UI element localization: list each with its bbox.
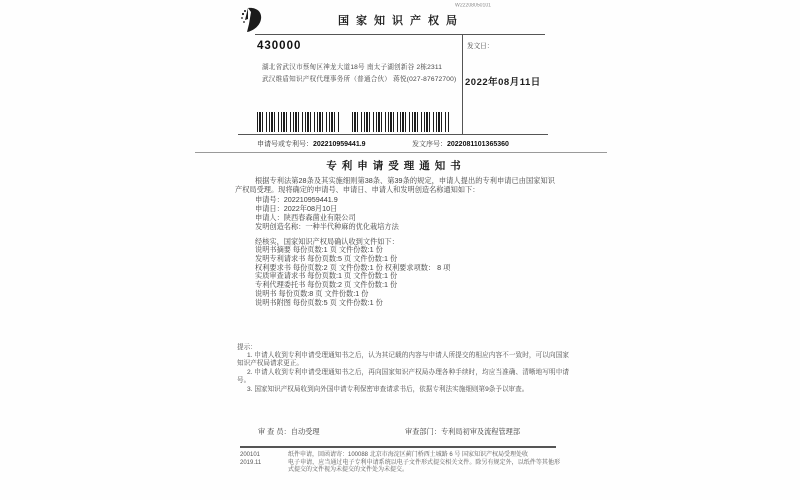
document-item: 说明书 每份页数:8 页 文件份数:1 份 — [255, 288, 369, 298]
barcode-application-number — [257, 112, 339, 132]
field-value: 一种半代种麻的优化栽培方法 — [305, 222, 399, 231]
note-item-2: 2. 申请人收到专利申请受理通知书之后，再向国家知识产权局办理各种手续时，均应当准确、清晰地写明申请号。 — [237, 369, 569, 384]
field-label: 发明创造名称： — [255, 222, 306, 231]
footer-paper-instructions: 纸件申请，回函请寄：100088 北京市海淀区蓟门桥西土城路 6 号 国家知识产权局受理处收 — [288, 452, 529, 458]
footer-row-paper — [240, 452, 562, 459]
examiner-row — [258, 427, 320, 437]
header-rule — [255, 34, 545, 35]
notice-body-paragraph: 根据专利法第28条及其实施细则第38条、第39条的规定，申请人提出的专利申请已由国家知识产权局受理。现将确定的申请号、申请日、申请人和发明创造名称通知如下： — [235, 176, 555, 194]
footer-form-date: 2019.11 — [240, 460, 262, 466]
field-value: 202210959441.9 — [283, 195, 338, 204]
dispatch-serial-row — [412, 139, 509, 149]
document-serial-code: W22208050101 — [455, 3, 492, 9]
footer-electronic-instructions: 电子申请，应当通过电子专利申请系统以电子文件形式提交相关文件。除另有规定外，以纸件等其他形式提交的文件视为未提交的文件处为未提交。 — [288, 460, 560, 473]
field-application-number — [255, 195, 399, 204]
note-item-3: 3. 国家知识产权局收到向外国申请专利保密审查请求书后，依据专利法实施细则第9条予以审查。 — [247, 386, 529, 393]
mid-rule — [238, 134, 548, 135]
dispatch-serial-label: 发文序号： — [412, 141, 447, 148]
recipient-address: 湖北省武汉市蔡甸区神龙大道18号 南太子湖创新谷 2栋2311 — [262, 64, 443, 71]
received-documents-heading: 经核实，国家知识产权局确认收到文件如下： — [255, 237, 399, 246]
field-applicant — [255, 213, 399, 222]
field-value: 2022年08月10日 — [283, 204, 338, 213]
footer-row-electronic — [240, 460, 562, 474]
department-value: 专利局初审及流程管理部 — [440, 427, 521, 436]
field-label: 申请人： — [255, 213, 284, 222]
dispatch-date-label: 发文日： — [467, 43, 494, 50]
field-label: 申请日： — [255, 204, 284, 213]
application-number-row — [257, 139, 366, 149]
footer-rule — [240, 446, 556, 448]
department-label: 审查部门： — [405, 427, 441, 436]
note-item-1: 1. 申请人收到专利申请受理通知书之后，认为其记载的内容与申请人所提交的相应内容不一致时，可以向国家知识产权局请求更正。 — [237, 352, 569, 367]
notes-section — [237, 344, 569, 395]
field-filing-date — [255, 204, 399, 213]
dispatch-serial-value: 2022081101365360 — [447, 141, 509, 148]
date-box-divider — [462, 34, 463, 135]
document-item: 说明书摘要 每份页数:1 页 文件份数:1 份 — [255, 245, 383, 254]
document-item: 发明专利请求书 每份页数:5 页 文件份数:1 份 — [255, 253, 398, 263]
agency-name: 国家知识产权局 — [338, 15, 464, 27]
application-number-label: 申请号或专利号： — [257, 141, 313, 148]
field-value: 陕西春森菌业有限公司 — [283, 213, 356, 222]
notice-title: 专利申请受理通知书 — [326, 160, 466, 172]
barcode-dispatch-serial — [352, 112, 450, 132]
footer — [240, 452, 562, 474]
document-item: 专利代理委托书 每份页数:2 页 文件份数:1 份 — [255, 280, 398, 290]
field-invention-title — [255, 222, 399, 231]
dispatch-date-value: 2022年08月11日 — [465, 77, 541, 88]
application-fields — [255, 195, 399, 231]
received-documents-list — [255, 246, 450, 308]
notes-title: 提示： — [237, 344, 257, 351]
cnipa-logo-icon — [240, 6, 264, 34]
recipient-agency-contact: 武汉维盾知识产权代理事务所（普通合伙） 蒋悦(027-87672700) — [262, 76, 457, 83]
application-number-value: 202210959441.9 — [313, 141, 366, 148]
recipient-postcode: 430000 — [257, 40, 302, 52]
footer-form-code: 200101 — [240, 452, 261, 458]
examiner-value: 自动受理 — [290, 427, 320, 436]
document-item: 权利要求书 每份页数:2 页 文件份数:1 份 权利要求项数： 8 项 — [255, 262, 451, 272]
examining-department-row — [405, 427, 520, 437]
section-rule — [195, 152, 607, 153]
document-item: 说明书附图 每份页数:5 页 文件份数:1 份 — [255, 297, 383, 307]
examiner-label: 审 查 员： — [258, 427, 291, 436]
field-label: 申请号： — [255, 195, 284, 204]
document-item: 实质审查请求书 每份页数:1 页 文件份数:1 份 — [255, 271, 398, 281]
